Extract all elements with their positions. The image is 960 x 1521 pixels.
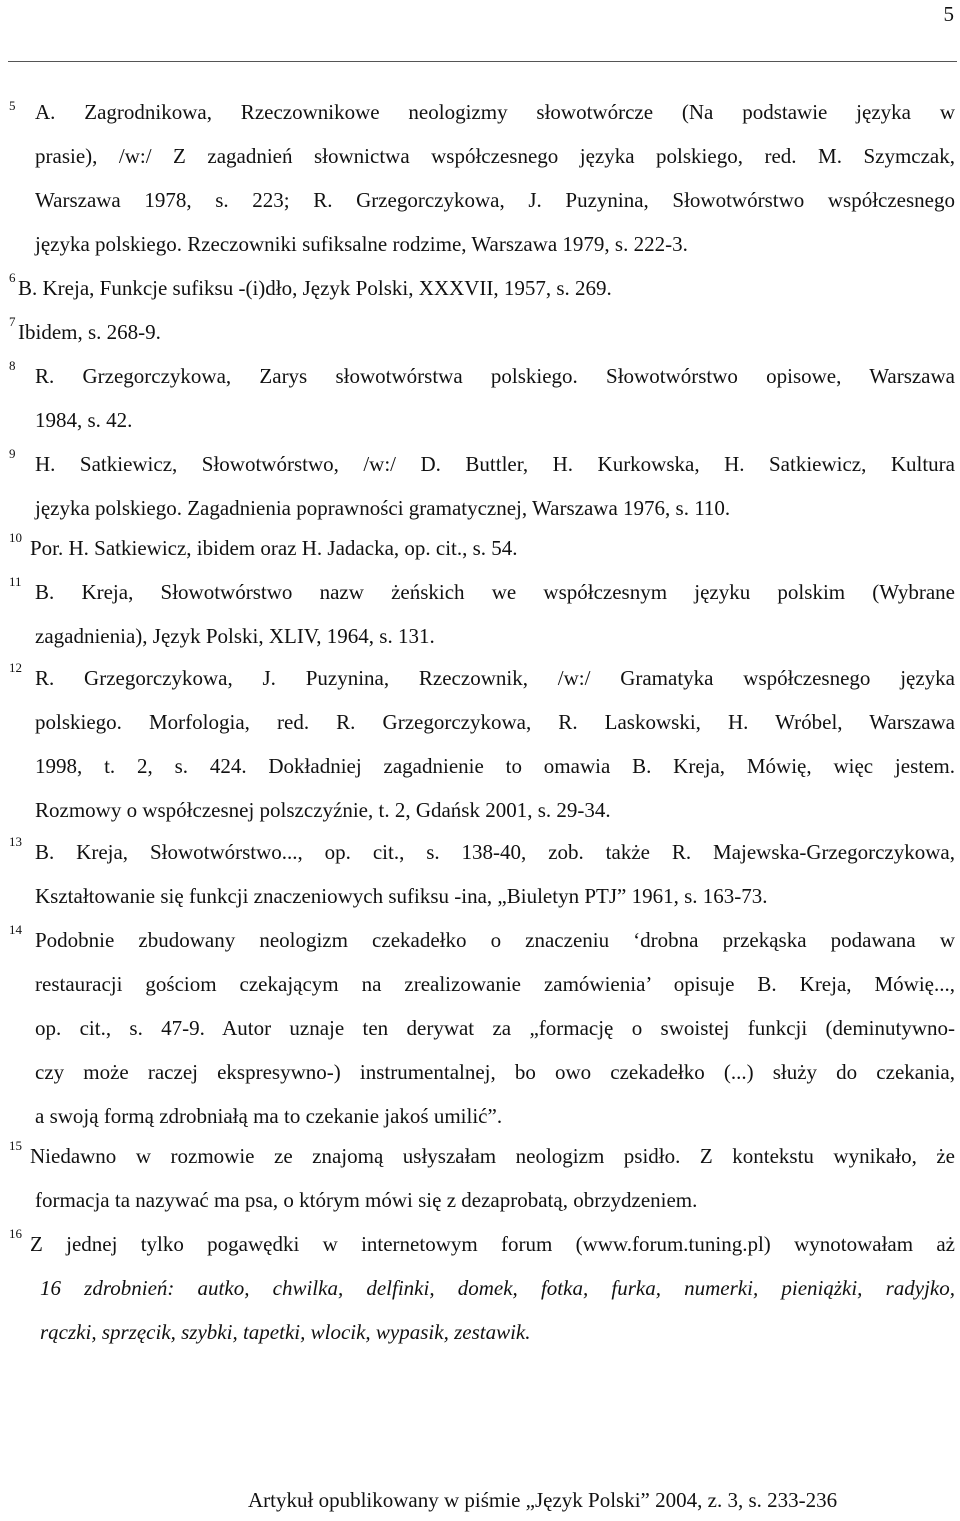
footnote-line: rączki, sprzęcik, szybki, tapetki, wlocik, wypasik, zestawik. [40,1320,531,1344]
footnote-number: 5 [9,98,16,113]
footnote-number: 12 [9,660,22,675]
footnote-line: op. cit., s. 47-9. Autor uznaje ten derywat za „formację o swoistej funkcji (deminutywno- [35,1016,955,1040]
footnote-number: 15 [9,1138,22,1153]
footnote-line: Podobnie zbudowany neologizm czekadełko o znaczeniu ‘drobna przekąska podawana w [35,928,955,952]
footnote-number: 6 [9,270,16,285]
footnote-line: H. Satkiewicz, Słowotwórstwo, /w:/ D. Buttler, H. Kurkowska, H. Satkiewicz, Kultura [35,452,955,476]
footnote-line: B. Kreja, Słowotwórstwo..., op. cit., s. 138-40, zob. także R. Majewska-Grzegorczykowa, [35,840,955,864]
footnote-line: Kształtowanie się funkcji znaczeniowych sufiksu -ina, „Biuletyn PTJ” 1961, s. 163-73. [35,884,768,908]
footnote-number: 11 [9,574,22,589]
footnote-number: 9 [9,446,16,461]
footnote-line: czy może raczej ekspresywno-) instrumentalnej, bo owo czekadełko (...) służy do czekania, [35,1060,955,1084]
footnote-line: a swoją formą zdrobniałą ma to czekanie jakoś umilić”. [35,1104,503,1128]
footnote-line: restauracji gościom czekającym na zrealizowanie zamówienia’ opisuje B. Kreja, Mówię..., [35,972,955,996]
footnote-line: Rozmowy o współczesnej polszczyźnie, t. 2, Gdańsk 2001, s. 29-34. [35,798,611,822]
footnote-line: A. Zagrodnikowa, Rzeczownikowe neologizmy słowotwórcze (Na podstawie języka w [35,100,955,124]
footnote-line: B. Kreja, Funkcje sufiksu -(i)dło, Język Polski, XXXVII, 1957, s. 269. [18,276,612,300]
footnote-line: Warszawa 1978, s. 223; R. Grzegorczykowa, J. Puzynina, Słowotwórstwo współczesnego [35,188,955,212]
footnote-line: B. Kreja, Słowotwórstwo nazw żeńskich we współczesnym języku polskim (Wybrane [35,580,955,604]
footnote-line: formacja ta nazywać ma psa, o którym mówi się z dezaprobatą, obrzydzeniem. [35,1188,698,1212]
footnote-line: Ibidem, s. 268-9. [18,320,161,344]
footnote-number: 10 [9,530,22,545]
footnote-line: 1998, t. 2, s. 424. Dokładniej zagadnienie to omawia B. Kreja, Mówię, więc jestem. [35,754,955,778]
footnote-number: 8 [9,358,16,373]
publication-footer: Artykuł opublikowany w piśmie „Język Polski” 2004, z. 3, s. 233-236 [248,1488,838,1512]
footnote-line: Por. H. Satkiewicz, ibidem oraz H. Jadacka, op. cit., s. 54. [30,536,518,560]
footnote-line: 16 zdrobnień: autko, chwilka, delfinki, domek, fotka, furka, numerki, pieniążki, radyjko, [40,1276,955,1300]
footnote-rule [8,61,957,62]
footnote-line: Z jednej tylko pogawędki w internetowym forum (www.forum.tuning.pl) wynotowałam aż [30,1232,955,1256]
footnote-number: 16 [9,1226,22,1241]
footnote-number: 14 [9,922,22,937]
footnote-number: 13 [9,834,22,849]
footnote-line: prasie), /w:/ Z zagadnień słownictwa współczesnego języka polskiego, red. M. Szymczak, [35,144,955,168]
footnote-line: języka polskiego. Rzeczowniki sufiksalne rodzime, Warszawa 1979, s. 222-3. [35,232,688,256]
footnote-line: R. Grzegorczykowa, J. Puzynina, Rzeczownik, /w:/ Gramatyka współczesnego języka [35,666,955,690]
page-number: 5 [943,2,954,26]
footnote-line: polskiego. Morfologia, red. R. Grzegorczykowa, R. Laskowski, H. Wróbel, Warszawa [35,710,955,734]
footnote-line: Niedawno w rozmowie ze znajomą usłyszałam neologizm psidło. Z kontekstu wynikało, że [30,1144,955,1168]
footnote-line: R. Grzegorczykowa, Zarys słowotwórstwa polskiego. Słowotwórstwo opisowe, Warszawa [35,364,955,388]
footnote-number: 7 [9,314,16,329]
footnote-line: 1984, s. 42. [35,408,133,432]
footnote-line: zagadnienia), Język Polski, XLIV, 1964, s. 131. [35,624,435,648]
footnote-line: języka polskiego. Zagadnienia poprawności gramatycznej, Warszawa 1976, s. 110. [35,496,731,520]
